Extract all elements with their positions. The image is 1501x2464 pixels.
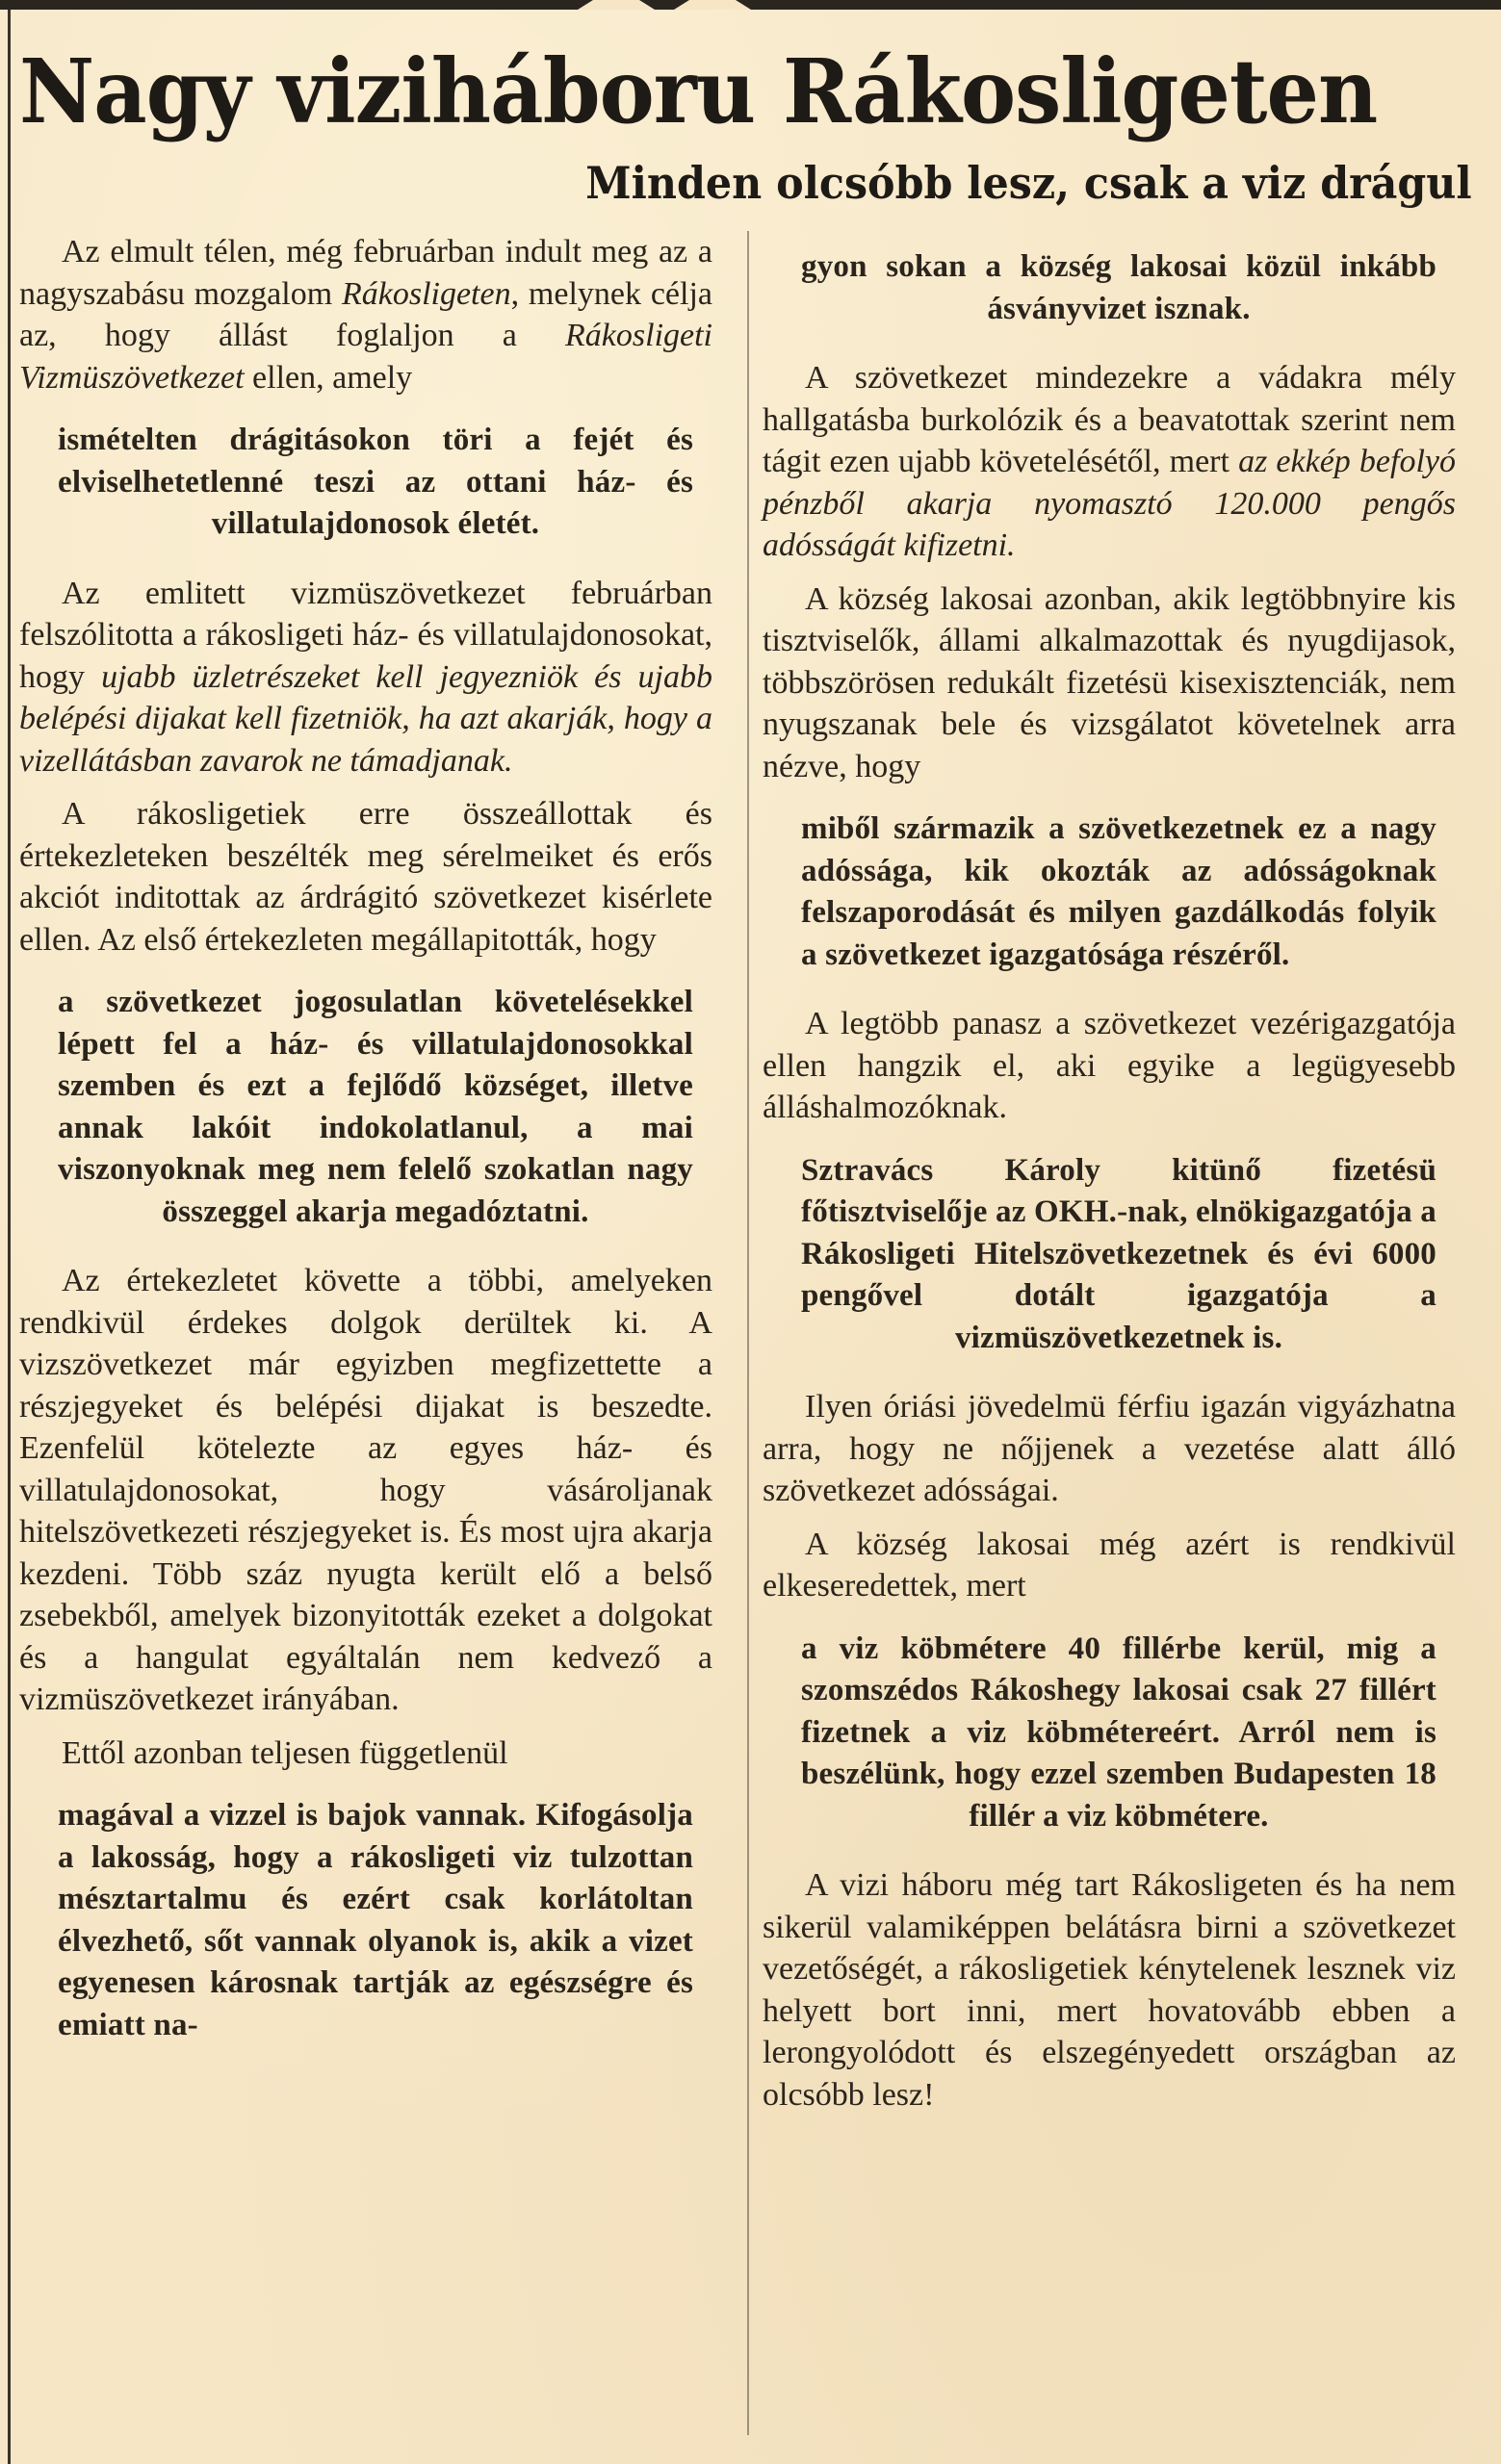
italic-text: Rákosligeti Vizmüszövetkezet: [19, 318, 712, 396]
text-run: Az elmult télen, még februárban indult meg az a nagyszabásu mozgalom: [19, 234, 712, 312]
paragraph: A legtöbb panasz a szövetkezet vezérigazgatója ellen hangzik el, aki egyike a legügyesebb álláshalmozóknak.: [763, 1006, 1456, 1125]
italic-text: ujabb üzletrészeket kell jegyezniök és ujabb belépési dijakat kell fizetniök, ha azt akarják, hogy a vizellátásban zavarok ne támadjanak.: [19, 658, 713, 779]
paragraph: A község lakosai még azért is rendkivül elkeseredettek, mert: [763, 1526, 1456, 1604]
paragraph: Az értekezletet követte a többi, amelyeken rendkivül érdekes dolgok derültek ki. A vizszövetkezet már egyizben megfizettette a részjegyeket és belépési dijakat is beszedte. Ezenfelül kötelezte az egyes ház- és villatulajdonosokat, hogy vásároljanak hitelszövetkezeti részjegyeket is. És most ujra akarja kezdeni. Több száz nyugta került elő a belső zsebekből, amelyek bizonyitották ezeket a dolgokat és a hangulat egyáltalán nem kedvező a vizmüszövetkezet irányában.: [19, 1263, 712, 1717]
italic-text: Rákosligeten: [341, 275, 511, 312]
top-border-strip: [0, 0, 1501, 10]
bold-paragraph: miből származik a szövetkezetnek ez a nagy adóssága, kik okozták az adósságoknak felszaporodását és milyen gazdálkodás folyik a szövetkezet igazgatósága részéről.: [801, 811, 1436, 972]
subheadline: Minden olcsóbb lesz, csak a viz drágul: [585, 157, 1472, 209]
paragraph: A rákosligetiek erre összeállottak és értekezleteken beszélték meg sérelmeiket és erős akciót inditottak az árdrágitó szövetkezet kisérlete ellen. Az első értekezleten megállapitották, hogy: [19, 796, 712, 958]
bold-paragraph: magával a vizzel is bajok vannak. Kifogásolja a lakosság, hogy a rákosligeti viz tulzottan mésztartalmu és ezért csak korlátoltan élvezhető, sőt vannak olyanok is, akik a vizet egyenesen károsnak tartják az egészségre és emiatt na-: [58, 1798, 693, 2042]
headline: Nagy viziháboru Rákosligeten: [19, 39, 1378, 143]
italic-text: az ekkép befolyó pénzből akarja nyomasztó 120.000 pengős adósságát kifizetni.: [763, 444, 1456, 563]
paragraph: A község lakosai azonban, akik legtöbbnyire kis tisztviselők, állami alkalmazottak és nyugdijasok, többszörösen redukált fizetésü kisexisztenciák, nem nyugszanak bele és vizsgálatot követelnek arra nézve, hogy: [763, 580, 1456, 784]
paragraph: [19, 573, 712, 783]
paragraph: Ettől azonban teljesen függetlenül: [62, 1734, 508, 1771]
left-column: [19, 231, 712, 2073]
bold-paragraph: Sztravács Károly kitünő fizetésü főtisztviselője az OKH.-nak, elnökigazgatója a Rákosligeti Hitelszövetkezetnek és évi 6000 pengővel dotált igazgatója a vizmüszövetkezetnek is.: [801, 1152, 1436, 1355]
bold-paragraph: a szövetkezet jogosulatlan követelésekkel lépett fel a ház- és villatulajdonosokkal szemben és ezt a fejlődő községet, illetve annak lakóit indokolatlanul, a mai viszonyoknak meg nem felelő szokatlan nagy összeggel akarja megadóztatni.: [58, 985, 693, 1229]
bold-paragraph: gyon sokan a község lakosai közül inkább ásványvizet isznak.: [801, 249, 1436, 326]
paragraph: [19, 231, 712, 398]
right-column: [763, 231, 1456, 2127]
left-column-rule: [8, 10, 11, 2464]
text-run: , melynek célja az, hogy állást foglaljon a: [19, 275, 712, 353]
paragraph: [763, 357, 1456, 567]
paragraph: Ilyen óriási jövedelmü férfiu igazán vigyázhatna arra, hogy ne nőjjenek a vezetése alatt álló szövetkezet adósságai.: [763, 1389, 1456, 1508]
ornament-notch: [578, 0, 655, 10]
text-run: A szövetkezet mindezekre a vádakra mély hallgatásba burkolózik és a beavatottak szerint nem tágit ezen ujabb követelésétől, mert: [763, 360, 1456, 479]
bold-paragraph: a viz köbmétere 40 fillérbe kerül, mig a szomszédos Rákoshegy lakosai csak 27 fillért fizetnek a viz köbmétereért. Arról nem is beszélünk, hogy ezzel szemben Budapesten 18 fillér a viz köbmétere.: [801, 1630, 1436, 1834]
text-run: Az emlitett vizmüszövetkezet februárban felszólitotta a rákosligeti ház- és villatulajdonosokat, hogy: [19, 575, 712, 695]
ornament-notch: [674, 0, 751, 10]
column-divider: [747, 231, 749, 2435]
text-run: ellen, amely: [244, 359, 413, 396]
bold-paragraph: ismételten drágitásokon töri a fejét és elviselhetetlenné teszi az ottani ház- és villatulajdonosok életét.: [58, 423, 693, 541]
paragraph: A vizi háboru még tart Rákosligeten és ha nem sikerül valamiképpen belátásra birni a szövetkezet vezetőségét, a rákosligetiek kénytelenek lesznek viz helyett bort inni, mert hovatovább ebben a lerongyolódott és elszegényedett országban az olcsóbb lesz!: [763, 1867, 1456, 2113]
